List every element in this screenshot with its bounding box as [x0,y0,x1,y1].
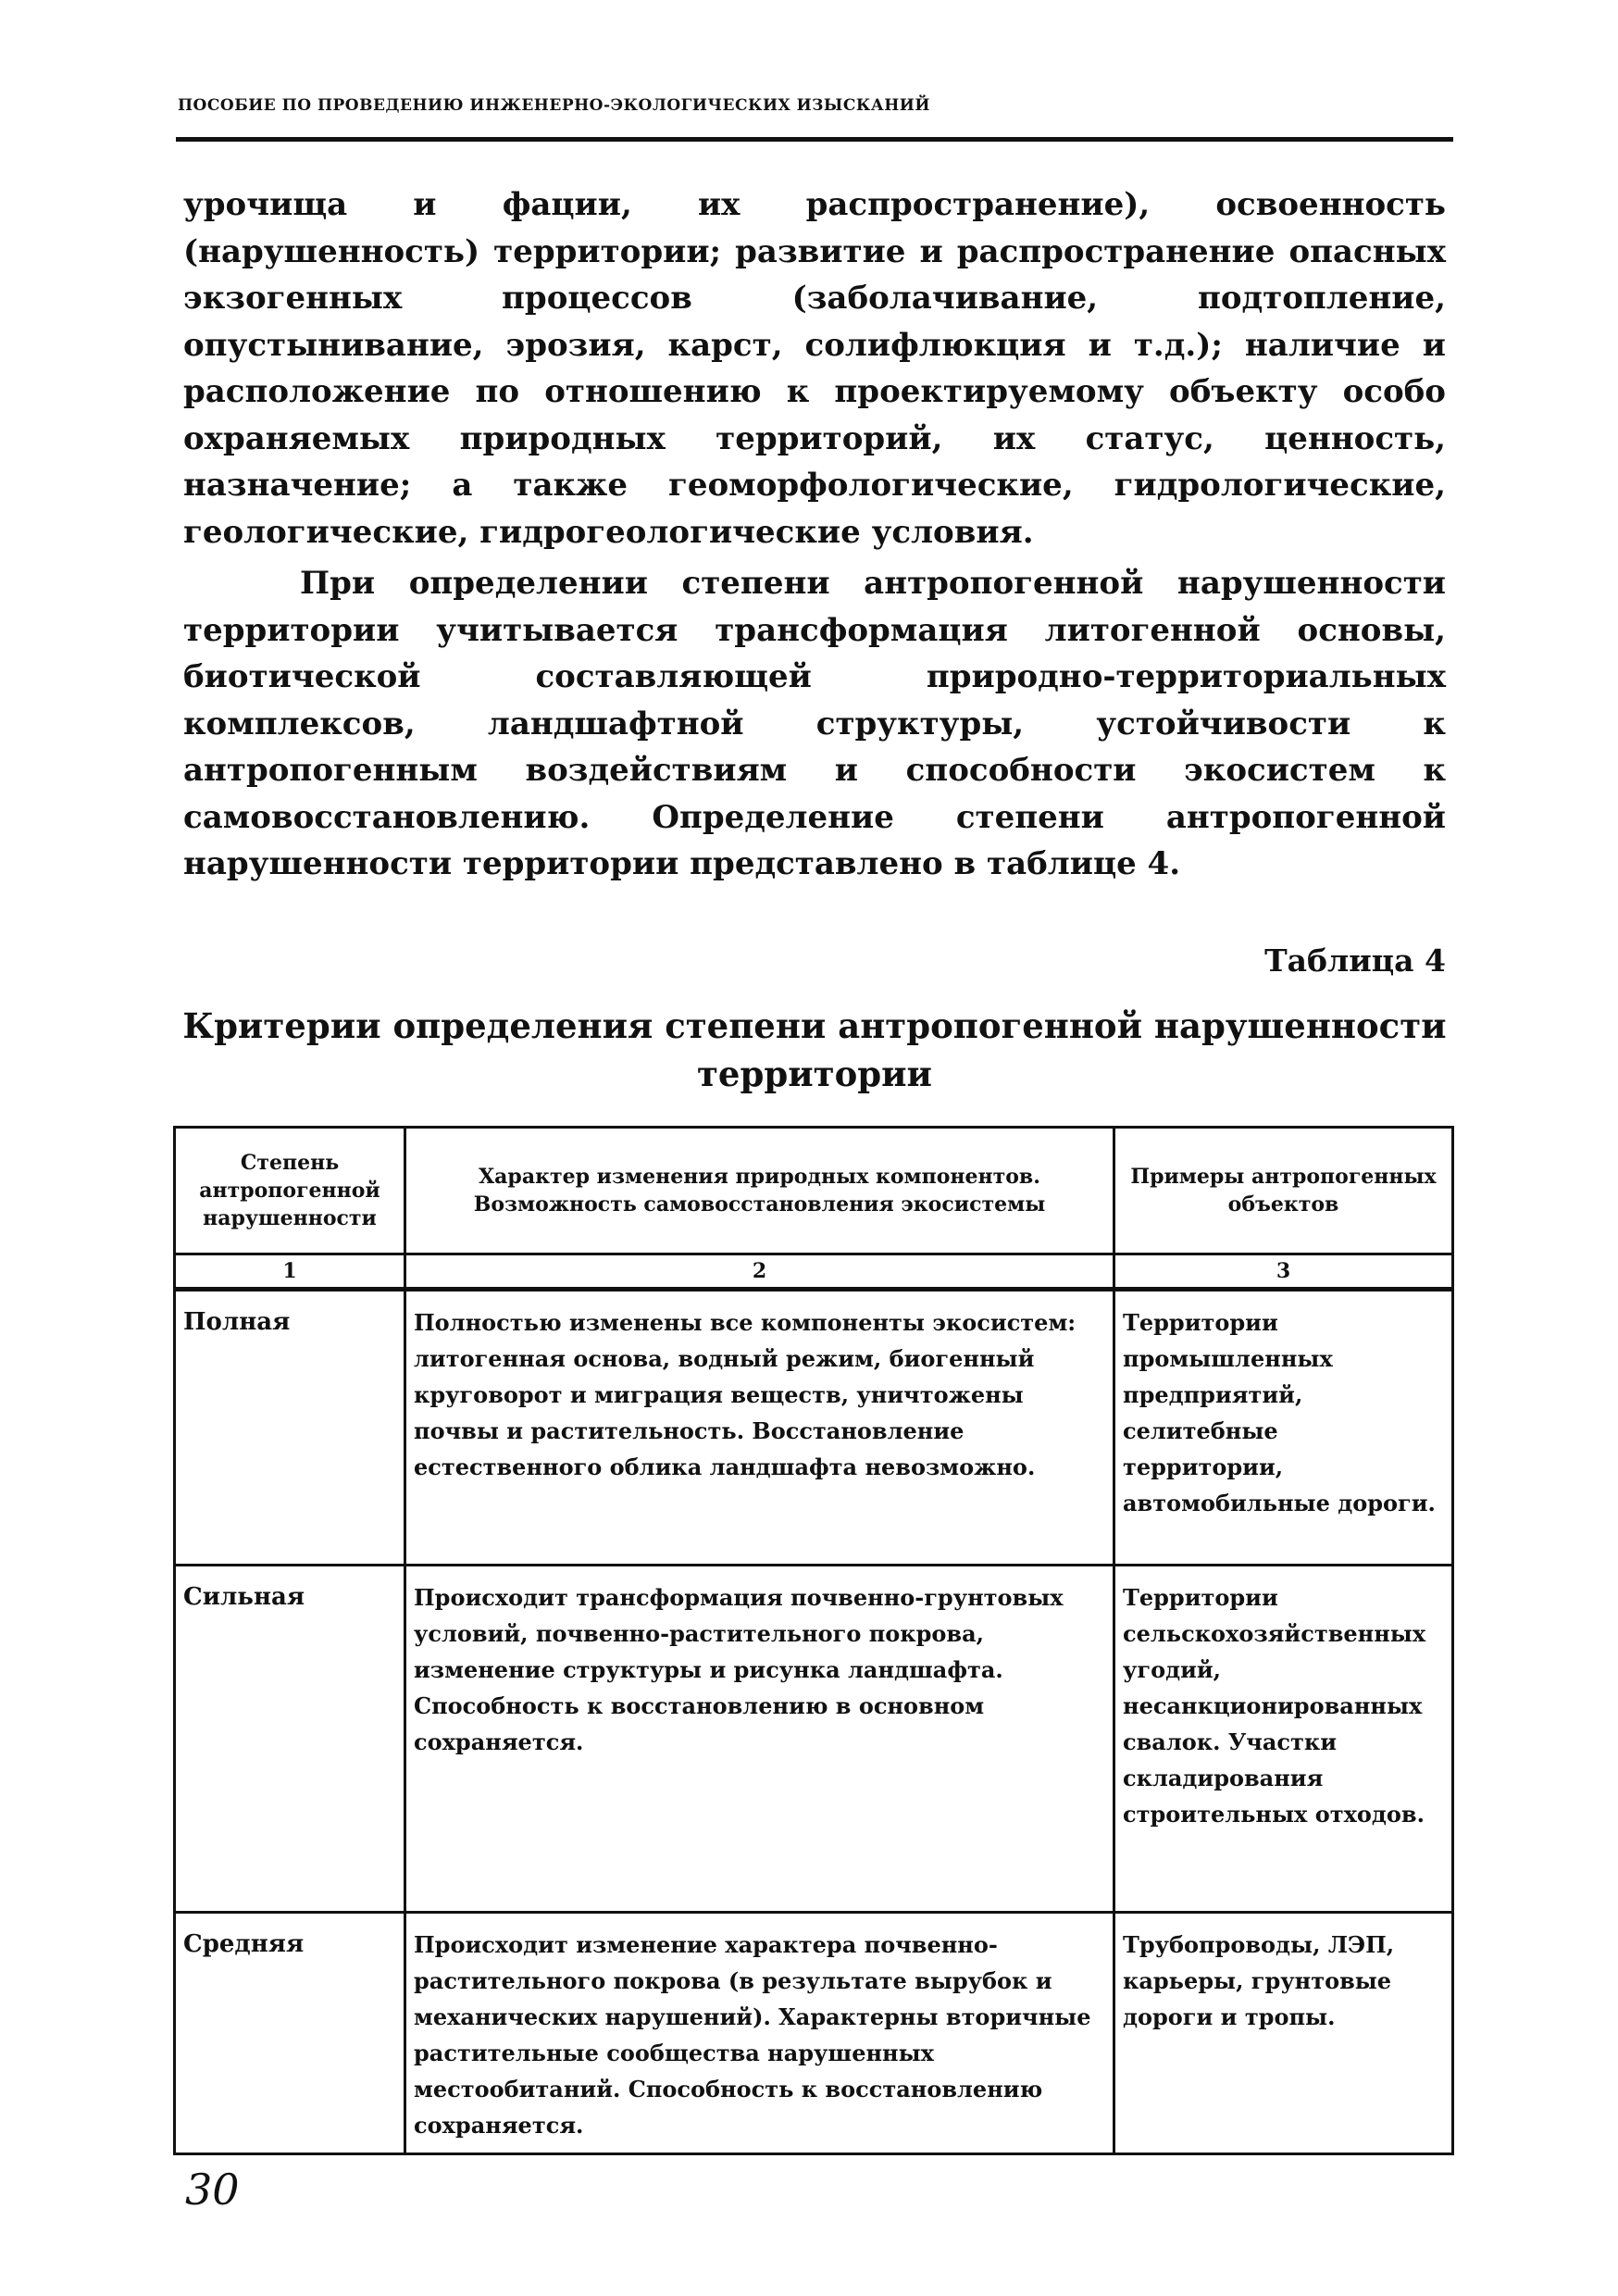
row-description: Происходит трансформация почвенно-грунтовых условий, почвенно-растительного покрова, изменение структуры и рисунка ландшафта. Способность к восстановлению в основном сохраняется. [405,1566,1114,1913]
row-degree: Полная [175,1290,405,1566]
table-title: Критерии определения степени антропогенной нарушенности территории [182,1005,1447,1094]
row-examples: Трубопроводы, ЛЭП, карьеры, грунтовые дороги и тропы. [1114,1913,1453,2154]
running-header: ПОСОБИЕ ПО ПРОВЕДЕНИЮ ИНЖЕНЕРНО-ЭКОЛОГИЧЕСКИХ ИЗЫСКАНИЙ [178,96,930,115]
row-description: Происходит изменение характера почвенно-растительного покрова (в результате вырубок и механических нарушений). Характерны вторичные растительные сообщества нарушенных местообитаний. Способность к восстановлению сохраняется. [405,1913,1114,2154]
table-row [175,1566,1453,1913]
body-paragraph-2: При определении степени антропогенной нарушенности территории учитывается трансформация литогенной основы, биотической составляющей природно-территориальных комплексов, ландшафтной структуры, устойчивости к антропогенным воздействиям и способности экосистем к самовосстановлению. Определение степени антропогенной нарушенности территории представлено в таблице 4. [183,565,1446,882]
row-degree: Средняя [175,1913,405,2154]
criteria-table [173,1126,1451,2155]
row-examples: Территории промышленных предприятий, селитебные территории, автомобильные дороги. [1114,1290,1453,1566]
row-degree: Сильная [175,1566,405,1913]
column-number: 1 [175,1254,405,1290]
header-description: Характер изменения природных компонентов. Возможность самовосстановления экосистемы [405,1128,1114,1254]
table-label: Таблица 4 [1264,942,1446,979]
table-header-row [175,1128,1453,1254]
column-number: 3 [1114,1254,1453,1290]
column-number: 2 [405,1254,1114,1290]
row-description: Полностью изменены все компоненты экосистем: литогенная основа, водный режим, биогенный круговорот и миграция веществ, уничтожены почвы и растительность. Восстановление естественного облика ландшафта невозможно. [405,1290,1114,1566]
header-examples: Примеры антропогенных объектов [1114,1128,1453,1254]
table-row [175,1290,1453,1566]
header-degree: Степень антропогенной нарушенности [175,1128,405,1254]
page-number: 30 [185,2165,240,2215]
row-examples: Территории сельскохозяйственных угодий, несанкционированных свалок. Участки складирования строительных отходов. [1114,1566,1453,1913]
table-row [175,1913,1453,2154]
body-paragraph-1: урочища и фации, их распространение), освоенность (нарушенность) территории; развитие и распространение опасных экзогенных процессов (заболачивание, подтопление, опустынивание, эрозия, карст, солифлюкция и т.д.); наличие и расположение по отношению к проектируемому объекту особо охраняемых природных территорий, их статус, ценность, назначение; а также геоморфологические, гидрологические, геологические, гидрогеологические условия. [183,186,1446,551]
header-rule [176,137,1453,142]
column-number-row [175,1254,1453,1290]
